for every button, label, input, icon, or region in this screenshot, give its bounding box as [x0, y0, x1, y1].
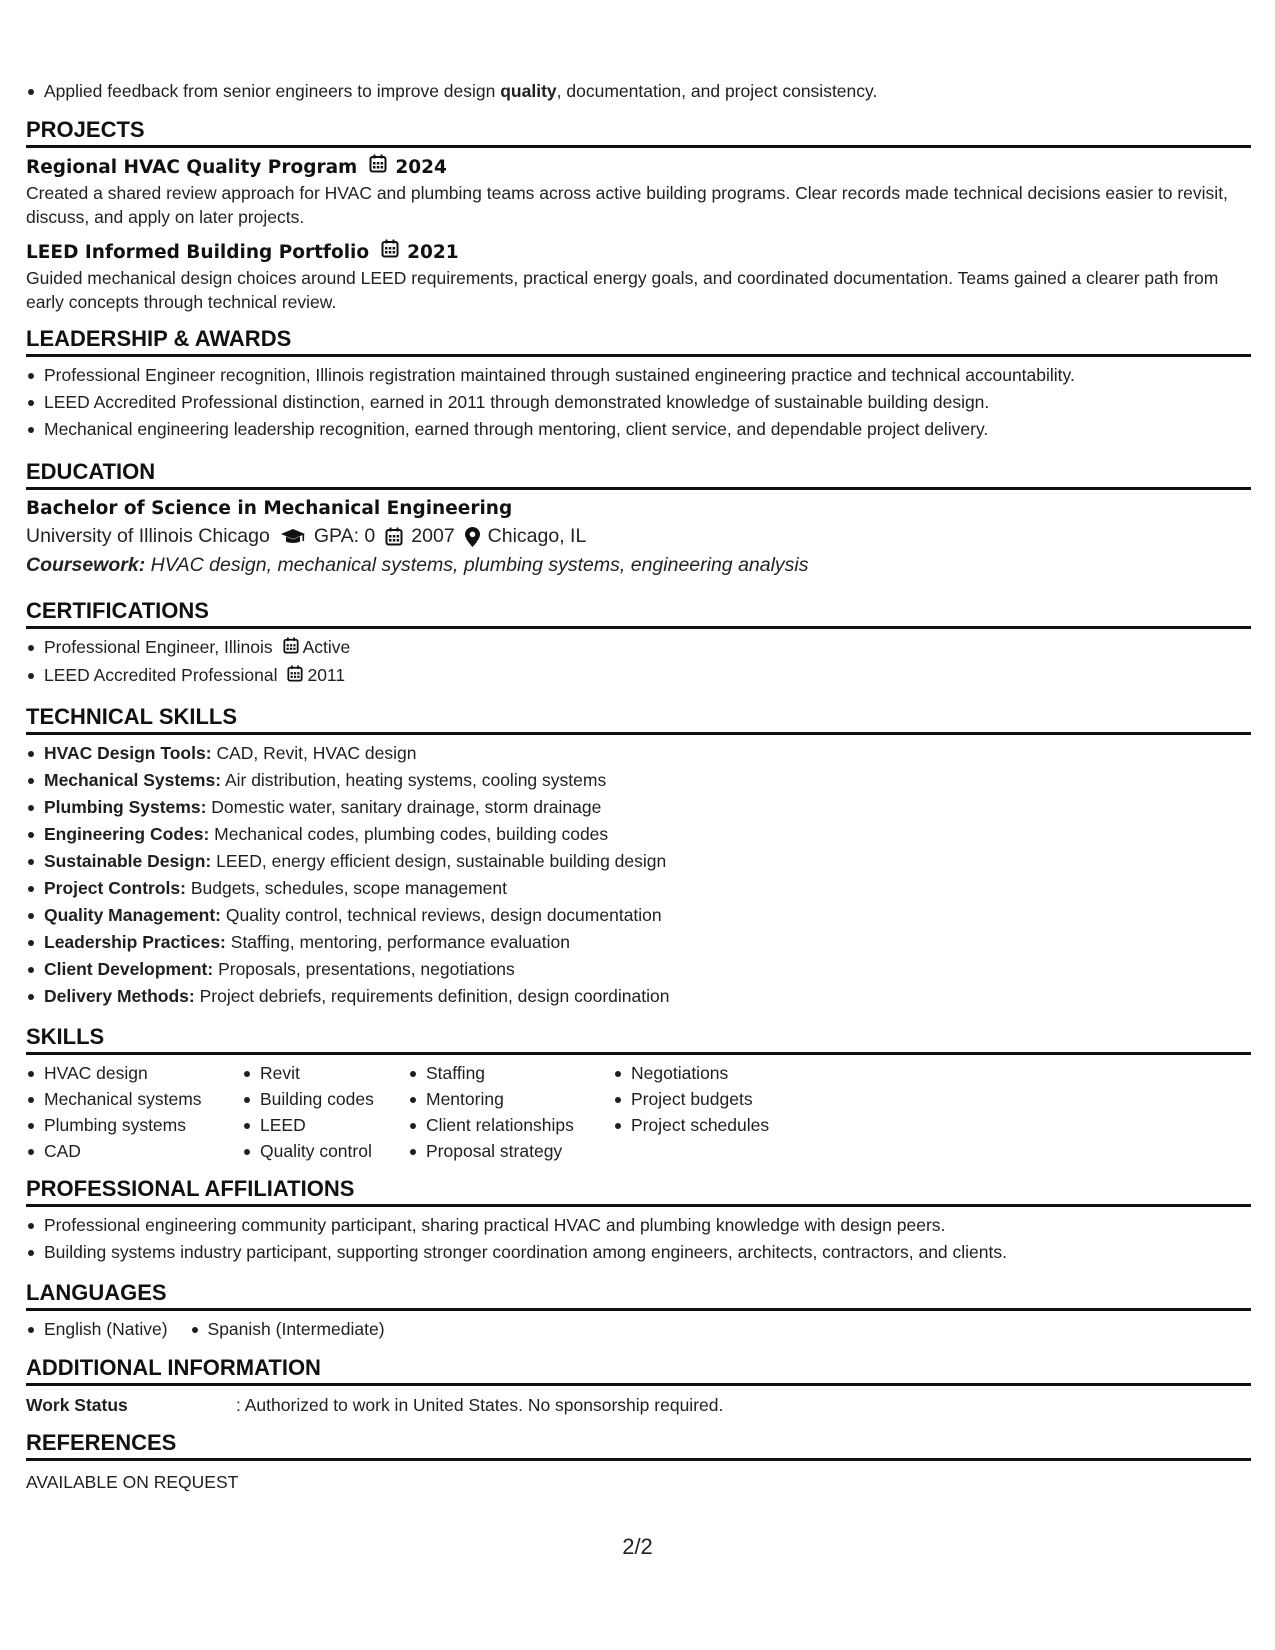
project-name: Regional HVAC Quality Program: [26, 156, 358, 178]
graduation-cap-icon: [280, 528, 306, 546]
calendar-icon: [381, 239, 399, 266]
references-text: AVAILABLE ON REQUEST: [26, 1471, 239, 1492]
work-status-row: [26, 1392, 1251, 1418]
section-title-affiliations: PROFESSIONAL AFFILIATIONS: [26, 1176, 1251, 1207]
section-title-languages: LANGUAGES: [26, 1280, 1251, 1311]
project-item: [26, 154, 1251, 229]
calendar-icon: [369, 154, 387, 181]
list-item: Plumbing systems: [26, 1112, 242, 1138]
graduation-year: 2007: [411, 525, 455, 547]
list-item: LEED: [242, 1112, 408, 1138]
calendar-icon: [283, 635, 299, 662]
list-item: HVAC Design Tools: CAD, Revit, HVAC design: [26, 740, 1251, 767]
school-name: University of Illinois Chicago: [26, 525, 270, 547]
list-item: English (Native): [26, 1316, 168, 1343]
resume-page: [26, 78, 1251, 1495]
leadership-list: [26, 362, 1251, 443]
education-entry: [26, 496, 1251, 580]
certifications-list: [26, 634, 1251, 690]
list-item: Sustainable Design: LEED, energy efficient design, sustainable building design: [26, 848, 1251, 875]
list-item: Mechanical systems: [26, 1086, 242, 1112]
skills-grid: [26, 1060, 1251, 1164]
section-title-leadership: LEADERSHIP & AWARDS: [26, 326, 1251, 357]
project-year: 2021: [407, 241, 459, 263]
skills-column: [26, 1060, 242, 1164]
section-title-projects: PROJECTS: [26, 117, 1251, 148]
calendar-icon: [287, 663, 303, 690]
section-title-references: REFERENCES: [26, 1430, 1251, 1461]
skills-column: [242, 1060, 408, 1164]
work-status-value: : Authorized to work in United States. No sponsorship required.: [236, 1394, 724, 1415]
project-description: Created a shared review approach for HVAC and plumbing teams across active building programs. Clear records made technical decisions easier to revisit, discuss, and apply on later projects.: [26, 183, 1228, 227]
list-item: HVAC design: [26, 1060, 242, 1086]
technical-skills-list: [26, 740, 1251, 1010]
list-item: Leadership Practices: Staffing, mentoring, performance evaluation: [26, 929, 1251, 956]
list-item: Building codes: [242, 1086, 408, 1112]
list-item: Spanish (Intermediate): [190, 1316, 385, 1343]
list-item: Engineering Codes: Mechanical codes, plumbing codes, building codes: [26, 821, 1251, 848]
section-title-additional: ADDITIONAL INFORMATION: [26, 1355, 1251, 1386]
list-item: Staffing: [408, 1060, 613, 1086]
project-description: Guided mechanical design choices around LEED requirements, practical energy goals, and coordinated documentation. Teams gained a clearer path from early concepts through technical review.: [26, 268, 1219, 312]
projects-list: [26, 154, 1251, 314]
list-item: Project Controls: Budgets, schedules, scope management: [26, 875, 1251, 902]
list-item: Revit: [242, 1060, 408, 1086]
list-item: Mechanical engineering leadership recognition, earned through mentoring, client service, and dependable project delivery.: [26, 416, 1251, 443]
coursework: Coursework: HVAC design, mechanical systems, plumbing systems, engineering analysis: [26, 554, 809, 576]
list-item: Professional Engineer, Illinois Active: [26, 634, 1251, 662]
gpa: GPA: 0: [313, 525, 376, 547]
location-pin-icon: [465, 527, 480, 547]
list-item: Quality Management: Quality control, technical reviews, design documentation: [26, 902, 1251, 929]
section-title-certifications: CERTIFICATIONS: [26, 598, 1251, 629]
list-item: Plumbing Systems: Domestic water, sanitary drainage, storm drainage: [26, 794, 1251, 821]
school-location: Chicago, IL: [487, 525, 587, 547]
list-item: LEED Accredited Professional 2011: [26, 662, 1251, 690]
project-name: LEED Informed Building Portfolio: [26, 241, 370, 263]
list-item: LEED Accredited Professional distinction, earned in 2011 through demonstrated knowledge of sustainable building design.: [26, 389, 1251, 416]
skills-column: [613, 1060, 813, 1164]
list-item: Quality control: [242, 1138, 408, 1164]
list-item: Delivery Methods: Project debriefs, requirements definition, design coordination: [26, 983, 1251, 1010]
page-number: 2/2: [622, 1534, 653, 1559]
list-item: Professional engineering community participant, sharing practical HVAC and plumbing knowledge with design peers.: [26, 1212, 1251, 1239]
list-item: Client relationships: [408, 1112, 613, 1138]
section-title-education: EDUCATION: [26, 459, 1251, 490]
experience-bullets: [26, 78, 1251, 105]
experience-bullet: Applied feedback from senior engineers to improve design quality, documentation, and project consistency.: [26, 78, 1251, 105]
section-title-skills: SKILLS: [26, 1024, 1251, 1055]
affiliations-list: [26, 1212, 1251, 1266]
list-item: Building systems industry participant, supporting stronger coordination among engineers, architects, contractors, and clients.: [26, 1239, 1251, 1266]
list-item: Project schedules: [613, 1112, 813, 1138]
languages-list: [26, 1316, 1251, 1343]
section-title-technical-skills: TECHNICAL SKILLS: [26, 704, 1251, 735]
list-item: Project budgets: [613, 1086, 813, 1112]
list-item: Mentoring: [408, 1086, 613, 1112]
list-item: CAD: [26, 1138, 242, 1164]
degree: Bachelor of Science in Mechanical Engineering: [26, 498, 513, 519]
project-item: [26, 239, 1251, 314]
calendar-icon: [385, 527, 403, 546]
list-item: Mechanical Systems: Air distribution, heating systems, cooling systems: [26, 767, 1251, 794]
list-item: Client Development: Proposals, presentations, negotiations: [26, 956, 1251, 983]
skills-column: [408, 1060, 613, 1164]
list-item: Negotiations: [613, 1060, 813, 1086]
list-item: Proposal strategy: [408, 1138, 613, 1164]
work-status-label: Work Status: [26, 1394, 128, 1415]
list-item: Professional Engineer recognition, Illinois registration maintained through sustained engineering practice and technical accountability.: [26, 362, 1251, 389]
project-year: 2024: [395, 156, 447, 178]
